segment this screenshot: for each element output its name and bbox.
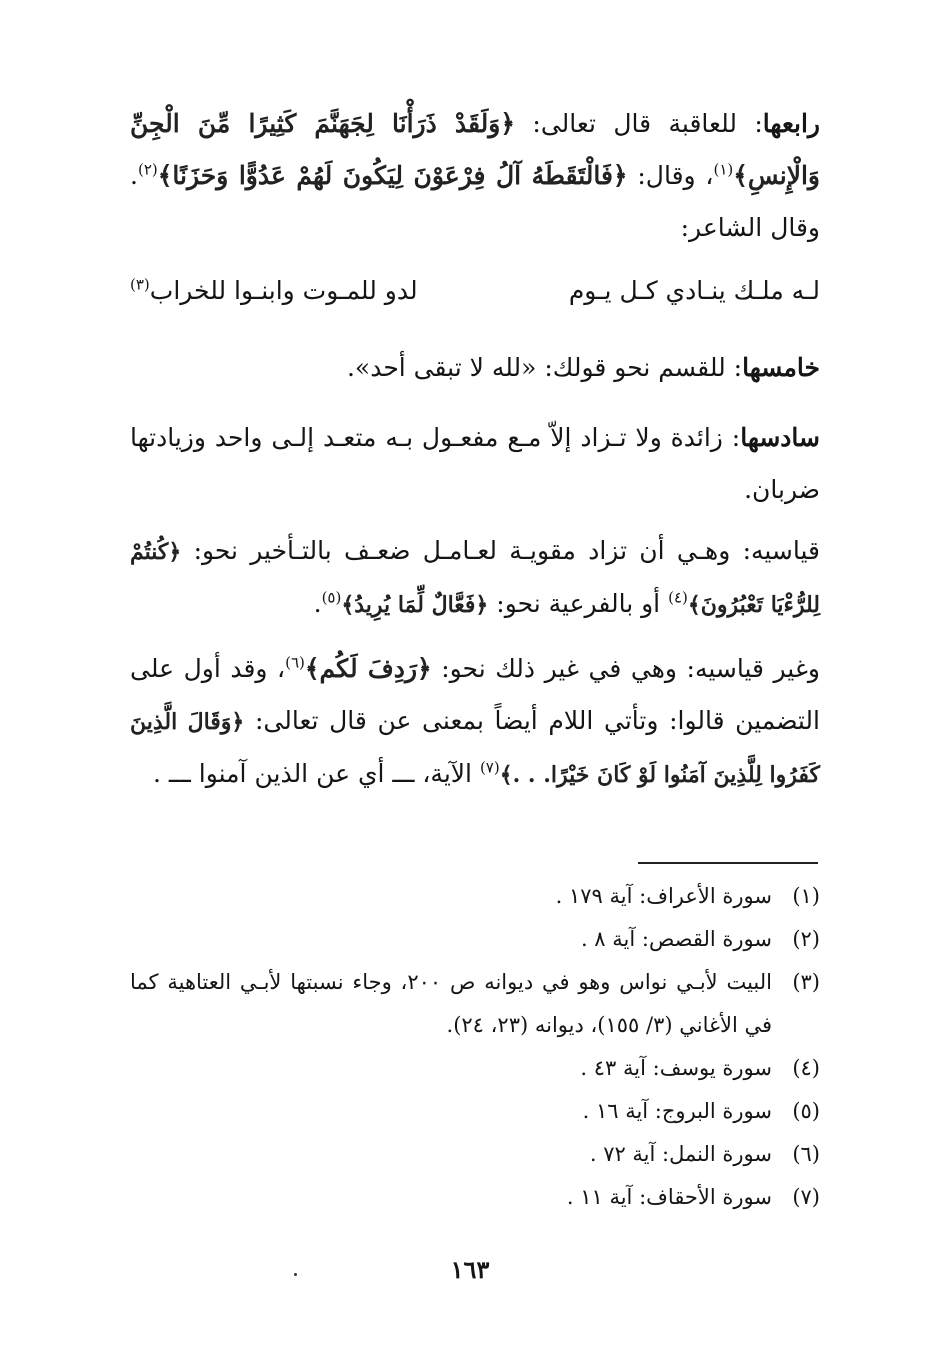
footnote-text: سورة يوسف: آية ٤٣ .	[580, 1056, 772, 1080]
paragraph-khamisuha	[130, 342, 820, 394]
quran-quote: ﴿فَعَّالٌ لِّمَا يُرِيدُ﴾	[341, 592, 489, 618]
footnote-item	[130, 1090, 820, 1133]
poetry-verse	[130, 265, 820, 317]
paragraph-text: : زائدة ولا تـزاد إلاّ مـع مفعـول بـه متعـد إلـى واحد وزيادتها ضربان.	[130, 423, 820, 504]
footnote-item	[130, 1133, 820, 1176]
footnote-ref[interactable]: (٢)	[137, 160, 158, 179]
footnote-item	[130, 1047, 820, 1090]
footnote-text: البيت لأبـي نواس وهو في ديوانه ص ٢٠٠، وجاء نسبتها لأبـي العتاهية كما في الأغاني (٣/ ١٥٥)، ديوانه (٢٣، ٢٤).	[130, 970, 772, 1037]
quran-quote: ﴿كُنتُمْ لِلرُّءْيَا تَعْبُرُونَ﴾	[130, 539, 820, 618]
footnote-ref[interactable]: (٥)	[321, 588, 342, 607]
footnote-item	[130, 918, 820, 961]
footnote-number: (١)	[792, 884, 820, 908]
footnote-ref[interactable]: (٦)	[285, 653, 305, 672]
scan-speck	[294, 1273, 297, 1276]
paragraph-text: الآية، ـــ أي عن الذين آمنوا ـــ .	[152, 759, 480, 788]
paragraph-text: ، وقال:	[627, 161, 714, 190]
paragraph-lead: خامسها	[742, 353, 820, 382]
verse-second-hemistich	[130, 265, 418, 317]
footnote-number: (٢)	[792, 927, 820, 951]
paragraph-text: .	[313, 589, 322, 618]
paragraph-text: قياسيه: وهـي أن تزاد مقويـة لعـامـل ضعـف بالتـأخير نحو:	[181, 536, 820, 565]
paragraph-ghayr-qiyasi	[130, 643, 820, 801]
quran-quote: ﴿رَدِفَ لَكُم﴾	[304, 654, 432, 683]
paragraph-text: . وقال الشاعر:	[130, 161, 820, 242]
paragraph-sadisuha	[130, 412, 820, 516]
footnote-item	[130, 875, 820, 918]
footnote-ref[interactable]: (٧)	[479, 758, 500, 777]
paragraph-text: : للقسم نحو قولك: «لله لا تبقى أحد».	[346, 353, 743, 382]
footnote-number: (٣)	[792, 970, 820, 994]
footnote-number: (٥)	[792, 1099, 820, 1123]
footnote-divider	[638, 862, 818, 864]
paragraph-text: أو بالفرعية نحو:	[488, 589, 669, 618]
footnotes-list	[130, 875, 820, 1219]
quran-quote: ﴿وَلَقَدْ ذَرَأْنَا لِجَهَنَّمَ كَثِيرًا مِّنَ الْجِنِّ وَالْإِنسِ﴾	[130, 109, 820, 190]
footnote-ref[interactable]: (١)	[713, 160, 734, 179]
footnote-number: (٤)	[792, 1056, 820, 1080]
footnote-text: سورة الأحقاف: آية ١١ .	[566, 1185, 772, 1209]
verse-first-hemistich: لـه ملـك ينـادي كـل يـوم	[568, 276, 820, 305]
footnote-number: (٧)	[792, 1185, 820, 1209]
page-number: ١٦٣	[450, 1255, 490, 1284]
quran-quote: ﴿فَالْتَقَطَهُ آلُ فِرْعَوْنَ لِيَكُونَ لَهُمْ عَدُوًّا وَحَزَنًا﴾	[157, 161, 628, 190]
footnote-text: سورة الأعراف: آية ١٧٩ .	[555, 884, 772, 908]
footnote-number: (٦)	[792, 1142, 820, 1166]
paragraph-text: : للعاقبة قال تعالى:	[515, 109, 763, 138]
paragraph-lead: سادسها	[740, 423, 820, 452]
paragraph-lead: رابعها	[762, 109, 820, 138]
paragraph-rabiuha	[130, 98, 820, 254]
footnote-item	[130, 961, 820, 1047]
footnote-item	[130, 1176, 820, 1219]
footnote-text: سورة القصص: آية ٨ .	[580, 927, 772, 951]
paragraph-text: وغير قياسيه: وهي في غير ذلك نحو:	[431, 654, 820, 683]
paragraph-text: ، وقد أول على التضمين قالوا: وتأتي اللام أيضاً بمعنى عن قال تعالى:	[130, 654, 820, 735]
footnote-ref[interactable]: (٣)	[130, 275, 150, 294]
verse-second-text: لدو للمـوت وابنـوا للخراب	[149, 276, 418, 305]
quran-quote: ﴿وَقَالَ الَّذِينَ كَفَرُوا لِلَّذِينَ آمَنُوا لَوْ كَانَ خَيْرًا. . .﴾	[130, 709, 820, 788]
paragraph-qiyasi	[130, 525, 820, 631]
footnote-text: سورة النمل: آية ٧٢ .	[589, 1142, 772, 1166]
footnote-ref[interactable]: (٤)	[668, 588, 688, 607]
footnote-text: سورة البروج: آية ١٦ .	[582, 1099, 772, 1123]
